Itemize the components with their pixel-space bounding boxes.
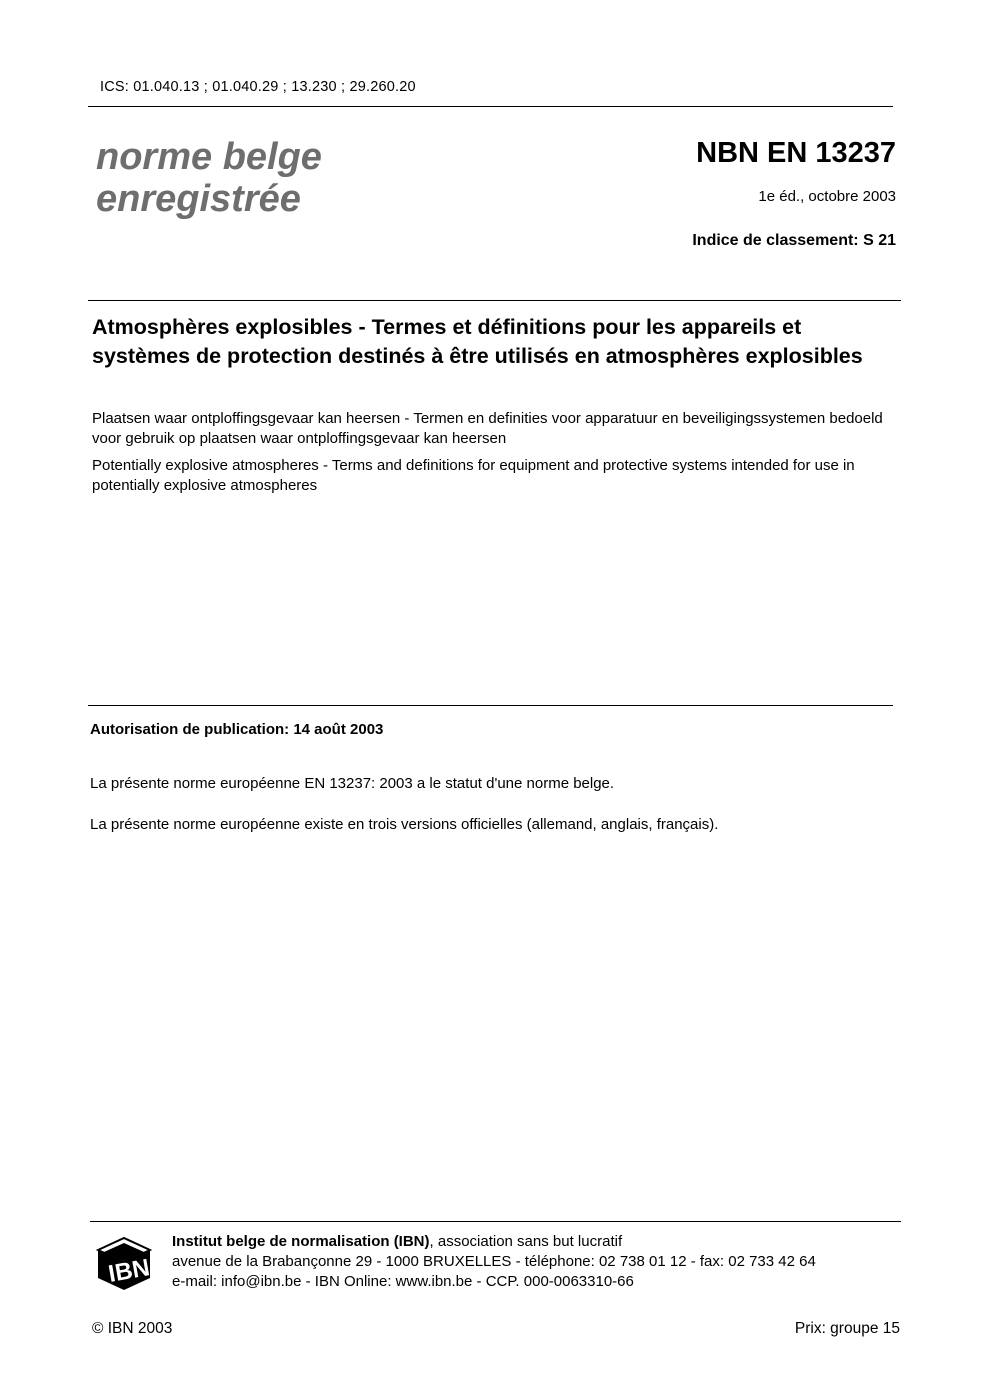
price-group: Prix: groupe 15 (794, 1320, 900, 1337)
norme-belge-label (96, 136, 322, 220)
footer-divider (90, 1221, 901, 1222)
norme-line-1: norme belge (96, 136, 322, 178)
title-english: Potentially explosive atmospheres - Terms and definitions for equipment and protective systems intended for use in potentially explosive atmospheres (92, 457, 855, 494)
edition-date: 1e éd., octobre 2003 (758, 188, 896, 205)
classification-index: Indice de classement: S 21 (692, 232, 896, 249)
title-divider-top (88, 300, 901, 301)
institute-contact: e-mail: info@ibn.be - IBN Online: www.ibn.be - CCP. 000-0063310-66 (172, 1273, 634, 1290)
institute-suffix: , association sans but lucratif (429, 1233, 623, 1250)
title-french: Atmosphères explosibles - Termes et définitions pour les appareils et systèmes de protection destinés à être utilisés en atmosphères explosibles (92, 315, 863, 368)
institute-header (172, 1232, 816, 1252)
versions-paragraph: La présente norme européenne existe en trois versions officielles (allemand, anglais, français). (90, 816, 719, 833)
title-dutch: Plaatsen waar ontploffingsgevaar kan heersen - Termen en definities voor apparatuur en beveiligingssystemen bedoeld voor gebruik op plaatsen waar ontploffingsgevaar kan heersen (92, 410, 883, 447)
logo-letters: IBN (106, 1254, 152, 1288)
status-paragraph: La présente norme européenne EN 13237: 2003 a le statut d'une norme belge. (90, 775, 615, 792)
ics-codes: ICS: 01.040.13 ; 01.040.29 ; 13.230 ; 29.260.20 (100, 79, 416, 95)
institute-block (172, 1232, 816, 1292)
norme-line-2: enregistrée (96, 178, 301, 220)
institute-name: Institut belge de normalisation (IBN) (172, 1233, 430, 1250)
publication-authorization: Autorisation de publication: 14 août 2003 (90, 721, 384, 738)
title-divider-bottom (88, 705, 893, 706)
copyright: © IBN 2003 (92, 1320, 173, 1337)
header-divider (88, 106, 893, 107)
ibn-logo-icon (96, 1236, 152, 1292)
institute-address: avenue de la Brabançonne 29 - 1000 BRUXELLES - téléphone: 02 738 01 12 - fax: 02 733 42 64 (172, 1253, 816, 1270)
standard-number: NBN EN 13237 (696, 137, 896, 169)
